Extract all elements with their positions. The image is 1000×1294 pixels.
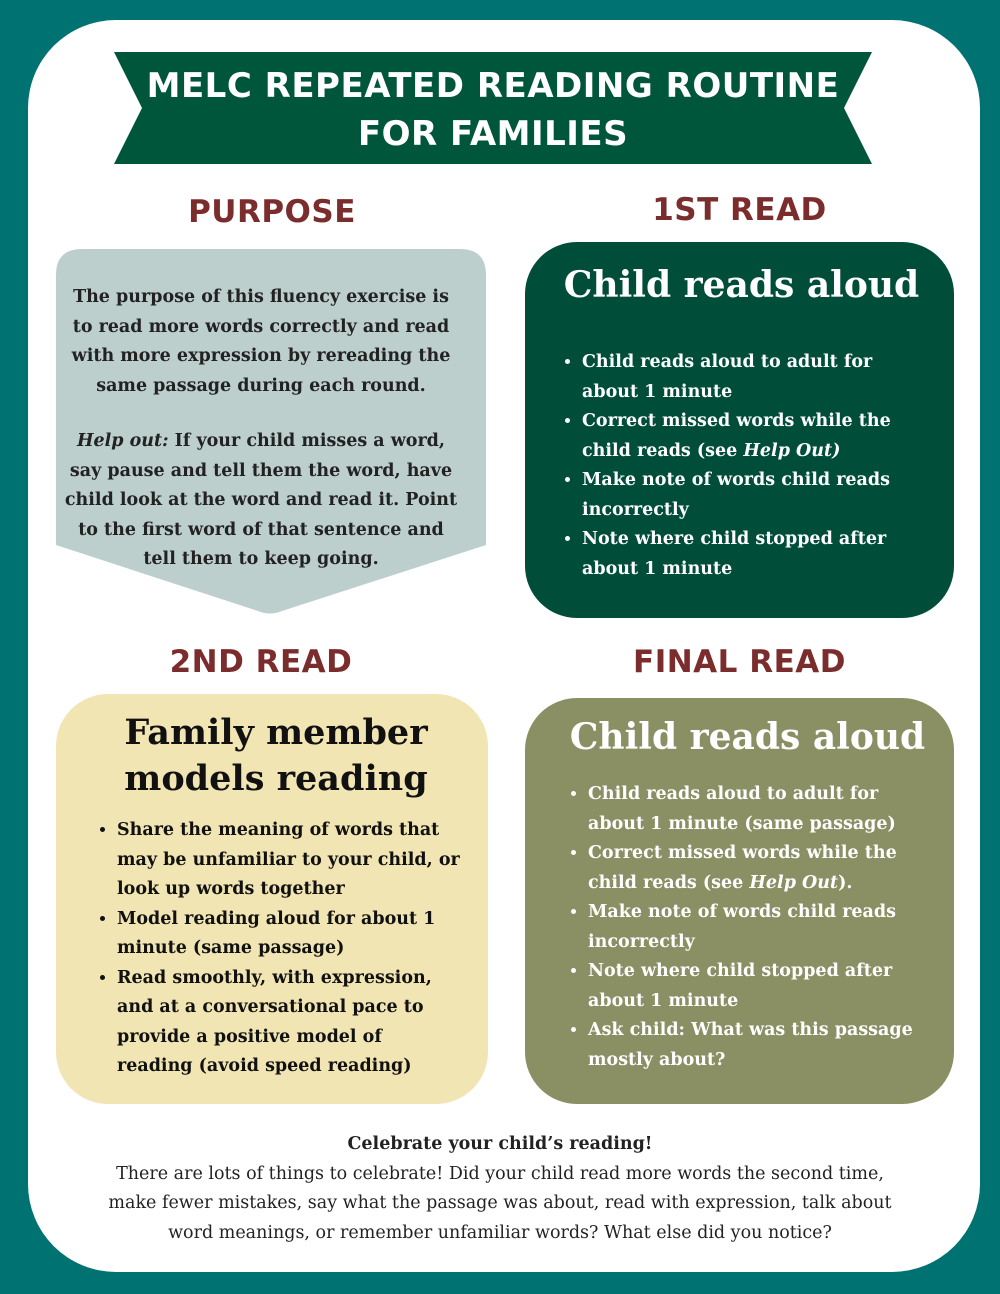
help-out-label: Help out: <box>76 431 169 451</box>
list-item: • Note where child stopped after about 1 minute <box>588 957 934 1016</box>
second-read-list <box>90 816 462 1082</box>
list-item: • Model reading aloud for about 1 minute (same passage) <box>117 905 462 964</box>
list-item: • Share the meaning of words that may be unfamiliar to your child, or look up words together <box>117 816 462 905</box>
purpose-paragraph: The purpose of this fluency exercise is to read more words correctly and read with more expression by rereading the same passage during each round. <box>71 287 451 396</box>
second-read-heading: 2ND READ <box>169 644 353 680</box>
title-banner <box>114 52 872 164</box>
help-out-text: If your child misses a word, say pause and tell them the word, have child look at the word and read it. Point to the first word of that sentence and tell them to keep going. <box>64 431 458 569</box>
list-item: • Make note of words child reads incorrectly <box>582 466 928 525</box>
list-item: • Correct missed words while the child reads (see Help Out). <box>588 839 934 898</box>
page-title <box>114 62 872 158</box>
celebrate-title: Celebrate your child’s reading! <box>347 1134 653 1154</box>
first-read-box <box>525 242 954 618</box>
celebrate-section <box>90 1130 910 1248</box>
final-read-heading: FINAL READ <box>633 644 846 680</box>
celebrate-body: There are lots of things to celebrate! Did your child read more words the second time, make fewer mistakes, say what the passage was about, read with expression, talk about word meanings, or remember unfamiliar words? What else did you notice? <box>108 1163 892 1243</box>
first-read-box-title: Child reads aloud <box>563 264 920 306</box>
final-read-box <box>525 698 954 1104</box>
help-out-paragraph <box>62 427 460 575</box>
list-item: • Child reads aloud to adult for about 1 minute (same passage) <box>588 780 934 839</box>
final-read-box-title: Child reads aloud <box>569 716 926 758</box>
list-item: • Ask child: What was this passage mostly about? <box>588 1016 934 1075</box>
list-item: • Child reads aloud to adult for about 1 minute <box>582 348 928 407</box>
second-read-box <box>56 694 488 1104</box>
list-item: • Note where child stopped after about 1 minute <box>582 525 928 584</box>
purpose-heading: PURPOSE <box>188 194 356 230</box>
page-title-line2: FOR FAMILIES <box>357 114 629 154</box>
list-item: • Correct missed words while the child reads (see Help Out) <box>582 407 928 466</box>
purpose-text <box>62 283 460 575</box>
list-item: • Make note of words child reads incorrectly <box>588 898 934 957</box>
final-read-list <box>561 780 934 1075</box>
first-read-heading: 1ST READ <box>652 192 827 228</box>
first-read-list <box>555 348 928 584</box>
list-item: • Read smoothly, with expression, and at a conversational pace to provide a positive model of reading (avoid speed reading) <box>117 964 462 1082</box>
second-read-box-title: Family member models reading <box>124 712 428 799</box>
page-title-line1: MELC REPEATED READING ROUTINE <box>146 66 840 106</box>
